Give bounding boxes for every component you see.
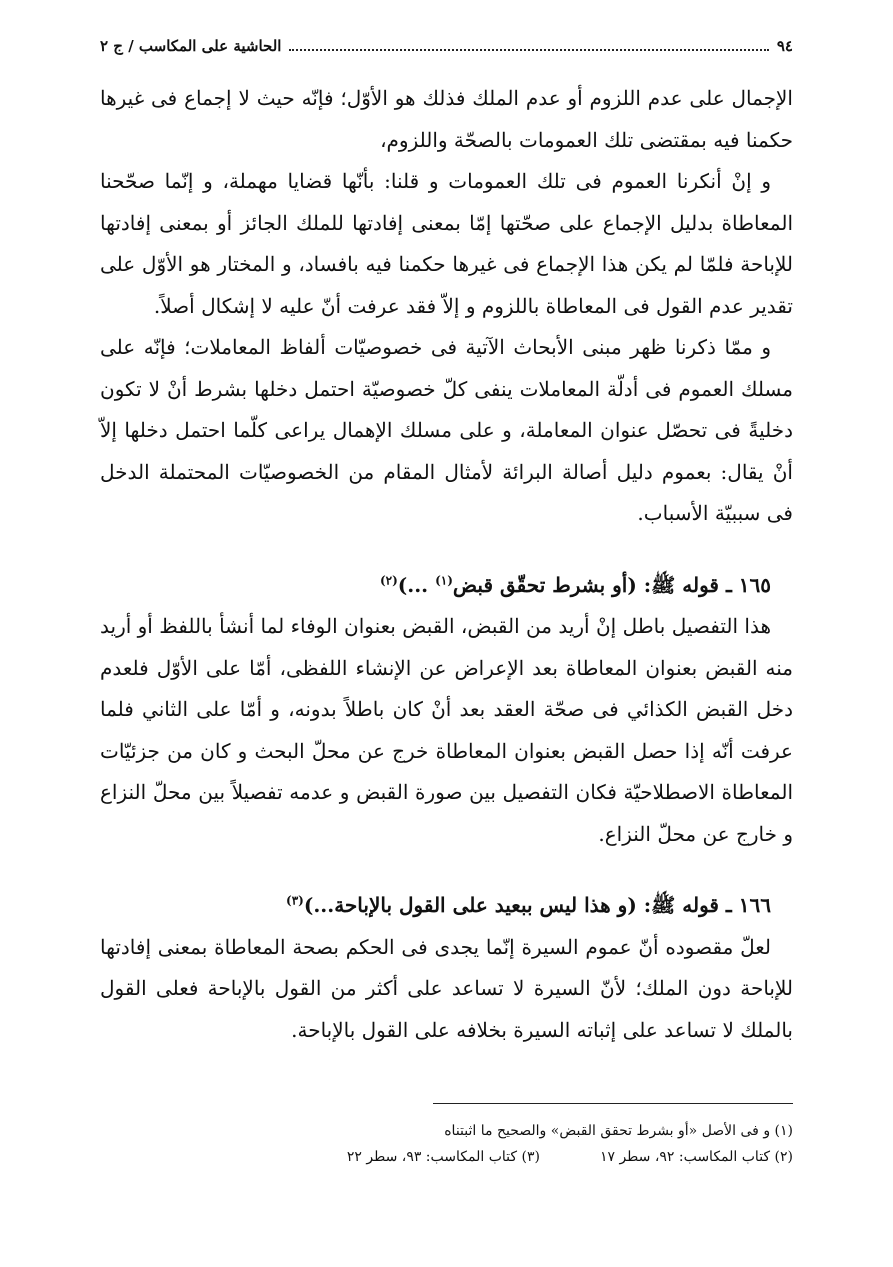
footnote-2: (٢) كتاب المكاسب: ٩٢، سطر ١٧ xyxy=(599,1149,793,1165)
paragraph-1: الإجمال على عدم اللزوم أو عدم الملك فذلك هو الأوّل؛ فإنّه حيث لا إجماع فى غيرها حكمنا فيه بمقتضى تلك العمومات بالصحّة واللزوم، xyxy=(100,86,793,152)
section-165-heading-tail: ...) xyxy=(397,572,436,597)
header-title: الحاشية على المكاسب / ج ٢ xyxy=(100,37,282,55)
section-166-text: لعلّ مقصوده أنّ عموم السيرة إنّما يجدى فى الحكم بصحة المعاطاة بمعنى إفادتها للإباحة دون الملك؛ لأنّ السيرة لا تساعد على أكثر من القول بالإباحة فعلى القول بالملك لا تساعد على إثباته السيرة بخلافه على القول بالإباحة. xyxy=(100,934,793,1042)
footnotes-row-2 xyxy=(100,1144,793,1170)
footnotes xyxy=(100,1118,793,1170)
section-165-heading-text: ١٦٥ ـ قوله ﷺ: (أو بشرط تحقّق قبض xyxy=(452,572,771,597)
running-header xyxy=(100,32,793,60)
paragraph-3: و ممّا ذكرنا ظهر مبنى الأبحاث الآتية فى خصوصيّات ألفاظ المعاملات؛ فإنّه على مسلك العموم فى أدلّة المعاملات ينفى كلّ خصوصيّة احتمل دخلها بشرط أنْ لا تكون دخليةً فى تحصّل عنوان المعاملة، و على مسلك الإهمال يراعى كلّما احتمل دخلها إلاّ أنْ يقال: بعموم دليل أصالة البرائة لأمثال المقام من الخصوصيّات المحتملة الدخل فى سببيّة الأسباب. xyxy=(100,335,793,525)
section-165-text: هذا التفصيل باطل إنْ أريد من القبض، القبض بعنوان الوفاء لما أنشأ باللفظ أو أريد منه القبض بعنوان المعاطاة بعد الإعراض عن الإنشاء اللفظى، أمّا على الأوّل فلعدم دخل القبض الكذائي فى صحّة العقد بعد أنْ كان باطلاً بدونه، و أمّا على الثاني فلما عرفت أنّه إذا حصل القبض بعنوان المعاطاة خرج عن محلّ البحث و كان من جزئيّات المعاطاة الاصطلاحيّة فكان التفصيل بين صورة القبض و عدمه تفصيلاً بين محلّ النزاع و خارج عن محلّ النزاع. xyxy=(100,614,793,846)
footnote-ref-3: (٣) xyxy=(286,893,304,908)
section-166-heading xyxy=(100,885,793,927)
page-number: ٩٤ xyxy=(776,37,793,55)
section-165-heading xyxy=(100,565,793,607)
main-text xyxy=(100,78,793,1051)
footnote-separator xyxy=(433,1103,793,1104)
header-dot-leader xyxy=(289,49,768,51)
paragraph-2: و إنْ أنكرنا العموم فى تلك العمومات و قلنا: بأنّها قضايا مهملة، و إنّما صحّحنا المعاطاة بدليل الإجماع على صحّتها إمّا بمعنى إفادتها للملك الجائز أو بمعنى إفادتها للإباحة فلمّا لم يكن هذا الإجماع فى غيرها حكمنا فيه بافساد، و المختار هو الأوّل على تقدير عدم القول فى المعاطاة باللزوم و إلاّ فقد عرفت أنّ عليه لا إشكال أصلاً. xyxy=(100,169,794,318)
footnote-ref-1: (١) xyxy=(435,572,453,587)
footnote-ref-2: (٢) xyxy=(379,572,398,587)
section-166-heading-text: ١٦٦ ـ قوله ﷺ: (و هذا ليس ببعيد على القول بالإباحة...) xyxy=(303,893,771,917)
footnote-1: (١) و فى الأصل «أو بشرط تحقق القبض» والصحيح ما اثبتناه xyxy=(444,1123,793,1139)
footnote-3: (٣) كتاب المكاسب: ٩٣، سطر ٢٢ xyxy=(346,1149,540,1165)
